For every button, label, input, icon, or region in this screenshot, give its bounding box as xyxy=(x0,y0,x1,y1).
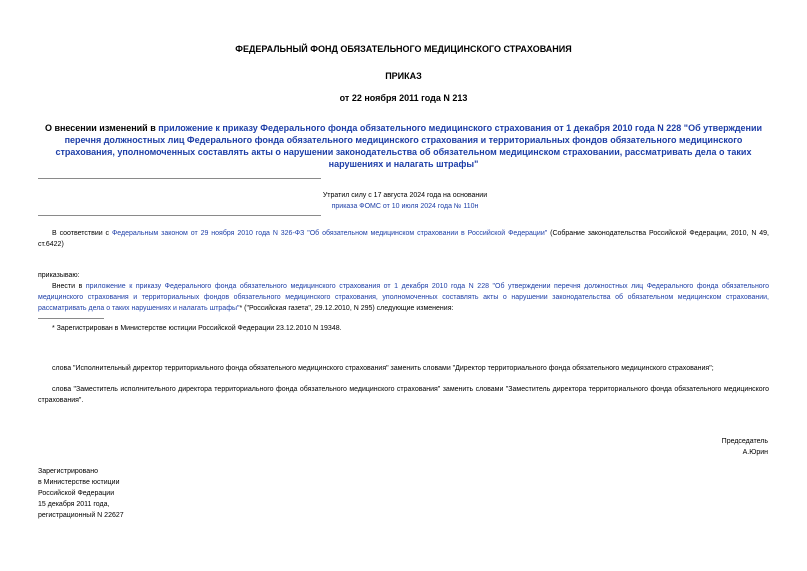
repeal-notice xyxy=(280,190,530,212)
preamble-suffix: (Собрание законодательства Российской Федерации, 2010, N 49, ст.6422) xyxy=(38,230,769,248)
federal-law-link[interactable]: Федеральным законом от 29 ноября 2010 года N 326-ФЗ "Об обязательном медицинском страховании в Российской Федерации" xyxy=(111,230,548,237)
separator-line xyxy=(38,215,321,216)
preamble-prefix: В соответствии с xyxy=(52,230,112,237)
change-item-2: слова "Заместитель исполнительного директора территориального фонда обязательного медицинского страхования" заменить словами "Заместитель директора территориального фонда обязательного медицинского страхования". xyxy=(38,386,769,404)
registration-line: Зарегистрировано xyxy=(38,468,98,475)
separator-line xyxy=(38,178,321,179)
document-title xyxy=(36,122,771,170)
registration-line: в Министерстве юстиции xyxy=(38,479,120,486)
main-prefix: Внести в xyxy=(52,283,86,290)
registration-line: 15 декабря 2011 года, xyxy=(38,501,110,508)
main-paragraph xyxy=(38,281,769,314)
title-link[interactable]: приложение к приказу Федерального фонда обязательного медицинского страхования от 1 декабря 2010 года N 228 "Об утверждении перечня должностных лиц Федерального фонда обязательного медицинского страхования и территориальных фондов обязательного медицинского страхования, уполномоченных составлять акты о нарушении законодательства об обязательном медицинском страховании, рассматривать дела о таких нарушениях и налагать штрафы" xyxy=(55,123,763,169)
document-type: ПРИКАЗ xyxy=(385,71,422,81)
footnote-separator xyxy=(38,318,104,319)
signatory-position: Председатель xyxy=(721,438,768,445)
order-word: приказываю: xyxy=(38,272,80,279)
registration-line: регистрационный N 22627 xyxy=(38,512,124,519)
registration-line: Российской Федерации xyxy=(38,490,115,497)
registration-block xyxy=(38,466,278,521)
title-prefix: О внесении изменений в xyxy=(44,123,159,133)
appendix-link[interactable]: приложение к приказу Федерального фонда обязательного медицинского страхования от 1 декабря 2010 года N 228 "Об утверждении перечня должностных лиц Федерального фонда обязательного медицинского страхования и территориальных фондов обязательного медицинского страхования, уполномоченных составлять акты о нарушении законодательства об обязательном медицинском страховании, рассматривать дела о таких нарушениях и налагать штрафы" xyxy=(38,283,769,312)
footnote: * Зарегистрирован в Министерстве юстиции Российской Федерации 23.12.2010 N 19348. xyxy=(52,325,342,332)
main-suffix: * ("Российская газета", 29.12.2010, N 295) следующие изменения: xyxy=(239,305,454,312)
document-date-number: от 22 ноября 2011 года N 213 xyxy=(339,93,468,103)
repeal-notice-link[interactable]: приказа ФОМС от 10 июля 2024 года № 110н xyxy=(331,203,479,210)
issuing-organization: ФЕДЕРАЛЬНЫЙ ФОНД ОБЯЗАТЕЛЬНОГО МЕДИЦИНСКОГО СТРАХОВАНИЯ xyxy=(235,44,572,54)
preamble-paragraph xyxy=(38,228,769,250)
change-item-1: слова "Исполнительный директор территориального фонда обязательного медицинского страхования" заменить словами "Директор территориального фонда обязательного медицинского страхования"; xyxy=(52,365,714,372)
signatory-name: А.Юрин xyxy=(742,449,768,456)
repeal-notice-text: Утратил силу с 17 августа 2024 года на основании xyxy=(322,192,488,199)
signature-block xyxy=(560,436,768,458)
